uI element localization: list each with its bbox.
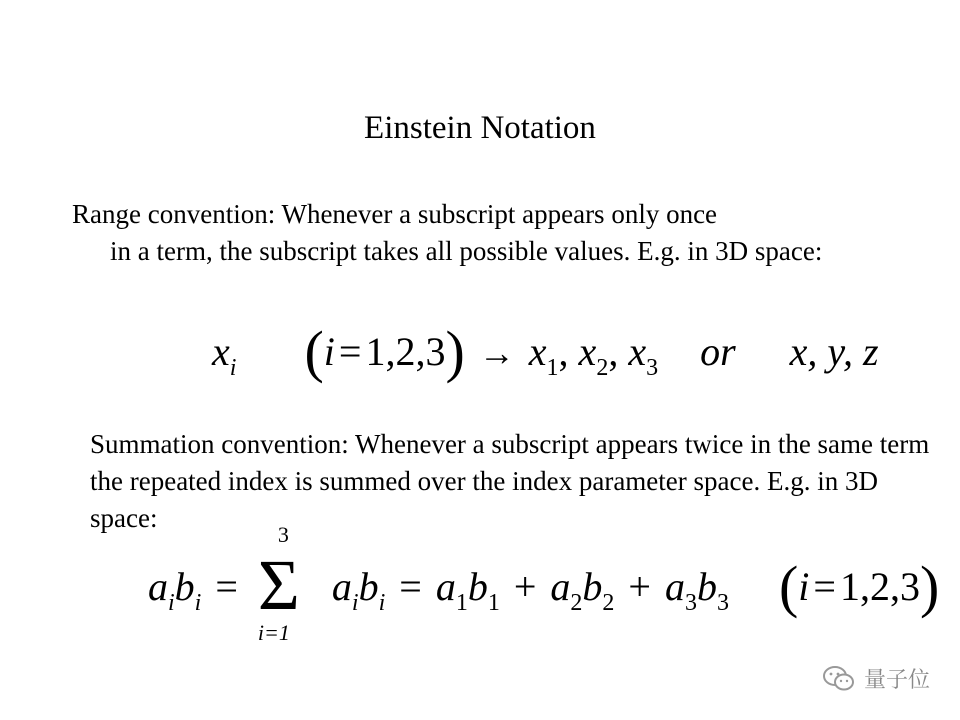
eq2-i: i [798,564,810,609]
eq2-sum-a: a [331,564,352,609]
summation-convention-equation [148,522,940,675]
eq2-lhs-a: a [148,564,168,609]
eq2-a2: a [550,564,571,609]
eq2-open-paren: ( [778,554,799,619]
eq2-sum-a-sub: i [351,590,359,616]
eq2-lhs-b: b [174,564,195,609]
wechat-icon [822,665,856,693]
eq2-plus-2: + [628,564,651,609]
sigma-symbol: Σ [257,545,300,625]
eq1-x3: x [628,329,647,374]
eq2-lhs-a-sub: i [168,590,175,616]
eq1-x1: x [528,329,547,374]
eq1-close-paren: ) [445,319,465,384]
eq2-close-paren: ) [919,554,940,619]
eq2-b3: b [696,564,717,609]
eq1-open-paren: ( [304,319,324,384]
eq2-lhs-b-sub: i [194,590,202,616]
slide-title: Einstein Notation [364,110,596,146]
eq2-a1: a [435,564,456,609]
eq1-comma-1: , [558,329,569,374]
eq1-equals: = [338,329,362,374]
eq2-a2-sub: 2 [570,590,583,616]
eq2-plus-1: + [513,564,537,609]
eq1-i-subscript: i [229,355,237,381]
range-convention-paragraph [72,196,932,270]
eq1-x: x [212,329,230,374]
sigma-lower-limit: i=1 [257,620,290,645]
summation-operator [256,522,318,645]
watermark-text: 量子位 [863,668,930,693]
eq2-equals: = [215,564,238,609]
eq2-b1-sub: 1 [487,590,500,616]
eq2-a3: a [664,564,685,609]
eq1-or: or [700,329,736,374]
eq2-a3-sub: 3 [684,590,697,616]
eq1-x2: x [578,329,597,374]
eq2-values: 1,2,3 [839,564,920,609]
eq1-sub-1: 1 [546,355,559,381]
eq2-equals-2: = [399,564,422,609]
eq2-b3-sub: 3 [716,590,729,616]
range-convention-first-line: Range convention: Whenever a subscript appears only once [72,199,718,229]
eq1-i: i [323,329,335,374]
eq1-comma-2: , [608,329,619,374]
eq1-values: 1,2,3 [365,329,446,374]
eq2-b1: b [467,564,488,609]
eq2-b2-sub: 2 [602,590,615,616]
eq2-eq: = [813,564,836,609]
eq1-sub-2: 2 [596,355,609,381]
eq2-b2: b [582,564,603,609]
eq1-arrow: → [478,333,515,373]
range-convention-equation [212,320,879,384]
eq1-sub-3: 3 [646,355,659,381]
watermark [822,663,930,694]
sigma-upper-limit: 3 [277,522,289,547]
eq2-sum-b-sub: i [378,590,386,616]
eq2-a1-sub: 1 [455,590,468,616]
range-convention-rest: in a term, the subscript takes all possible values. E.g. in 3D space: [110,236,823,266]
eq1-xyz: x, y, z [789,329,879,374]
summation-convention-paragraph: Summation convention: Whenever a subscript appears twice in the same term the repeated index is summed over the index parameter space. E.g. in 3D space: [90,429,930,533]
eq2-sum-b: b [358,564,379,609]
